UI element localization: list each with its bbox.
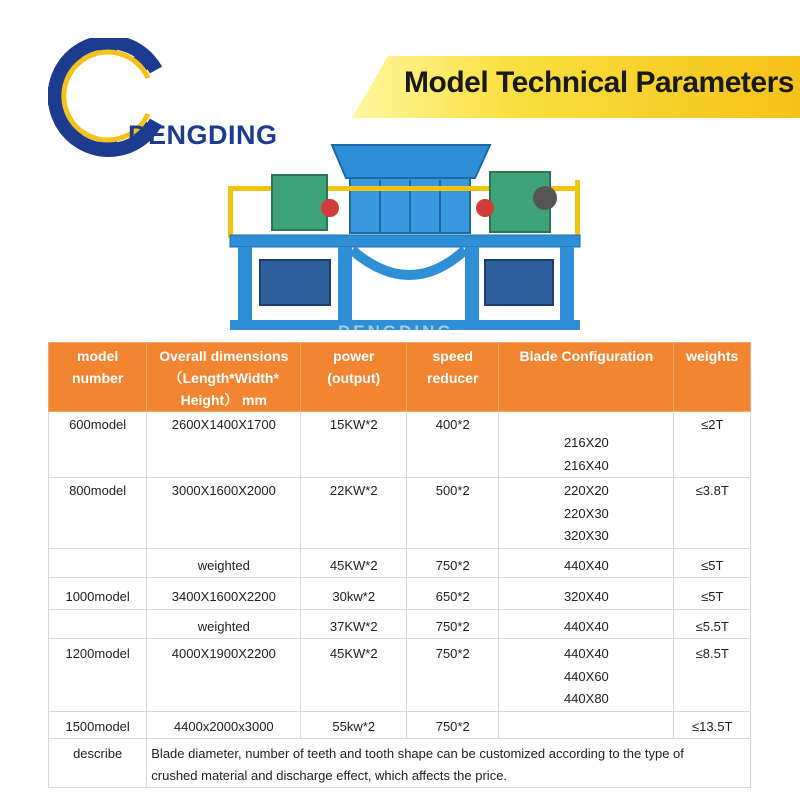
cell-speed: 750*2 bbox=[407, 548, 499, 578]
parameters-table bbox=[48, 342, 751, 788]
cell-power: 22KW*2 bbox=[301, 478, 407, 549]
cell-model: 1200model bbox=[49, 639, 147, 712]
cell-power: 45KW*2 bbox=[301, 548, 407, 578]
cell-speed: 750*2 bbox=[407, 609, 499, 639]
cell-model: 800model bbox=[49, 478, 147, 549]
cell-model: 600model bbox=[49, 412, 147, 478]
brand-name: DENGDING bbox=[128, 120, 278, 150]
cell-power: 30kw*2 bbox=[301, 578, 407, 610]
cell-power: 15KW*2 bbox=[301, 412, 407, 478]
header-model: model number bbox=[49, 343, 147, 412]
page-title: Model Technical Parameters bbox=[404, 66, 794, 99]
cell-weight: ≤2T bbox=[674, 412, 751, 478]
watermark-text: DENGDING bbox=[338, 322, 454, 341]
cell-weight: ≤5T bbox=[674, 548, 751, 578]
cell-blade: 220X20 220X30 320X30 bbox=[499, 478, 674, 549]
table-row bbox=[49, 478, 751, 549]
cell-blade bbox=[499, 711, 674, 739]
cell-blade: 440X40 bbox=[499, 609, 674, 639]
cell-blade: 216X20 216X40 bbox=[499, 412, 674, 478]
cell-dimensions: 2600X1400X1700 bbox=[147, 412, 301, 478]
cell-speed: 750*2 bbox=[407, 711, 499, 739]
table-row bbox=[49, 711, 751, 739]
cell-dimensions: 4400x2000x3000 bbox=[147, 711, 301, 739]
cell-blade: 320X40 bbox=[499, 578, 674, 610]
cell-weight: ≤8.5T bbox=[674, 639, 751, 712]
header-power: power (output) bbox=[301, 343, 407, 412]
table-row bbox=[49, 548, 751, 578]
cell-describe-text: Blade diameter, number of teeth and tooth shape can be customized according to the type of crushed material and discharge effect, which affects the price. bbox=[147, 739, 751, 788]
cell-power: 37KW*2 bbox=[301, 609, 407, 639]
cell-dimensions: 3400X1600X2200 bbox=[147, 578, 301, 610]
cell-speed: 400*2 bbox=[407, 412, 499, 478]
cell-blade: 440X40 bbox=[499, 548, 674, 578]
cell-dimensions: weighted bbox=[147, 548, 301, 578]
header-weights: weights bbox=[674, 343, 751, 412]
cell-speed: 650*2 bbox=[407, 578, 499, 610]
cell-dimensions: 4000X1900X2200 bbox=[147, 639, 301, 712]
cell-weight: ≤5T bbox=[674, 578, 751, 610]
table-row bbox=[49, 578, 751, 610]
cell-dimensions: weighted bbox=[147, 609, 301, 639]
table-row bbox=[49, 609, 751, 639]
cell-blade: 440X40 440X60 440X80 bbox=[499, 639, 674, 712]
cell-weight: ≤3.8T bbox=[674, 478, 751, 549]
table-row bbox=[49, 412, 751, 478]
cell-model: 1500model bbox=[49, 711, 147, 739]
header-dimensions: Overall dimensions （Length*Width* Height） mm bbox=[147, 343, 301, 412]
cell-weight: ≤5.5T bbox=[674, 609, 751, 639]
cell-speed: 750*2 bbox=[407, 639, 499, 712]
cell-dimensions: 3000X1600X2000 bbox=[147, 478, 301, 549]
shredder-machine-image bbox=[220, 140, 590, 340]
table-row-describe bbox=[49, 739, 751, 788]
table-row bbox=[49, 639, 751, 712]
cell-model bbox=[49, 548, 147, 578]
brand-logo bbox=[48, 38, 278, 158]
cell-describe-label: describe bbox=[49, 739, 147, 788]
header-blade: Blade Configuration bbox=[499, 343, 674, 412]
cell-power: 55kw*2 bbox=[301, 711, 407, 739]
cell-model bbox=[49, 609, 147, 639]
cell-speed: 500*2 bbox=[407, 478, 499, 549]
cell-power: 45KW*2 bbox=[301, 639, 407, 712]
cell-model: 1000model bbox=[49, 578, 147, 610]
header-speed: speed reducer bbox=[407, 343, 499, 412]
table-header-row bbox=[49, 343, 751, 412]
cell-weight: ≤13.5T bbox=[674, 711, 751, 739]
